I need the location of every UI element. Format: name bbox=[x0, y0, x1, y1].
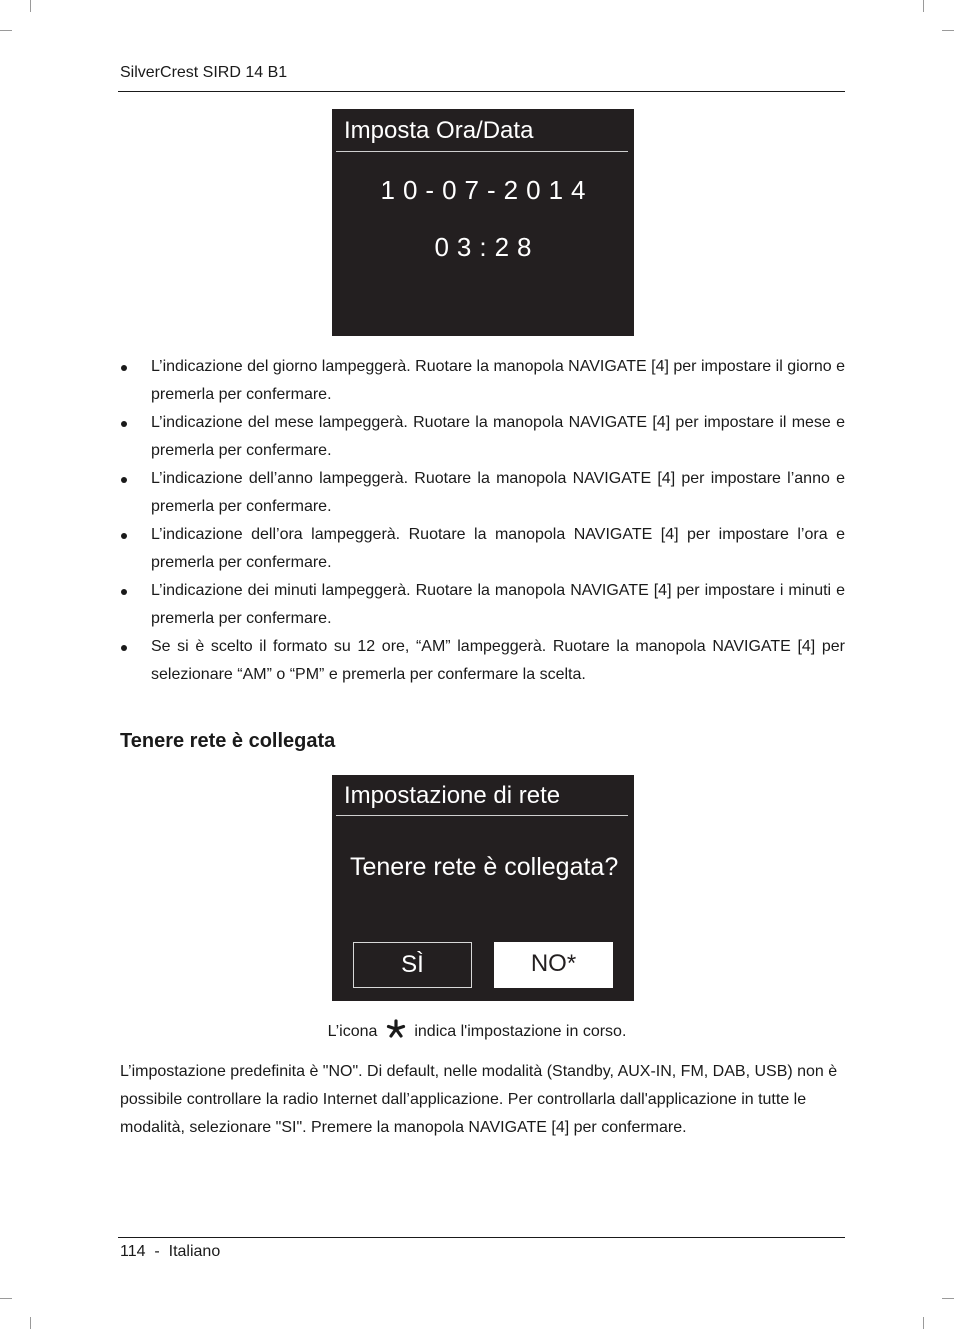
no-option[interactable]: NO* bbox=[494, 942, 613, 988]
list-item: L’indicazione dell’ora lampeggerà. Ruotare la manopola NAVIGATE [4] per impostare l’ora e premerla per confermare. bbox=[120, 521, 845, 577]
section-heading: Tenere rete è collegata bbox=[120, 730, 336, 752]
display-screen-time-date bbox=[332, 109, 634, 336]
time-readout: 03:28 bbox=[434, 232, 540, 262]
date-readout: 10-07-2014 bbox=[380, 175, 594, 205]
screen-title: Impostazione di rete bbox=[344, 782, 561, 809]
footer-rule bbox=[118, 1237, 845, 1238]
screen-title: Imposta Ora/Data bbox=[344, 117, 534, 144]
yes-option[interactable]: SÌ bbox=[353, 942, 472, 988]
bullet-icon bbox=[121, 365, 127, 371]
crop-mark bbox=[942, 30, 954, 31]
icon-caption: L’icona indica l'impostazione in corso. bbox=[0, 1019, 954, 1044]
instruction-list bbox=[120, 353, 845, 689]
list-item: L’indicazione dei minuti lampeggerà. Ruotare la manopola NAVIGATE [4] per impostare i minuti e premerla per confermare. bbox=[120, 577, 845, 633]
bullet-icon bbox=[121, 421, 127, 427]
bullet-icon bbox=[121, 589, 127, 595]
network-question: Tenere rete è collegata? bbox=[350, 853, 619, 881]
bullet-icon bbox=[121, 645, 127, 651]
asterisk-icon bbox=[386, 1019, 406, 1044]
screen-title-rule bbox=[336, 815, 628, 816]
crop-mark bbox=[923, 1317, 924, 1329]
header-rule bbox=[118, 91, 845, 92]
list-item: Se si è scelto il formato su 12 ore, “AM” lampeggerà. Ruotare la manopola NAVIGATE [4] per selezionare “AM” o “PM” e premerla per confermare la scelta. bbox=[120, 633, 845, 689]
bullet-icon bbox=[121, 477, 127, 483]
list-item: L’indicazione del giorno lampeggerà. Ruotare la manopola NAVIGATE [4] per impostare il giorno e premerla per confermare. bbox=[120, 353, 845, 409]
list-item: L’indicazione dell’anno lampeggerà. Ruotare la manopola NAVIGATE [4] per impostare l’anno e premerla per confermare. bbox=[120, 465, 845, 521]
crop-mark bbox=[0, 1298, 12, 1299]
crop-mark bbox=[923, 0, 924, 12]
display-screen-network bbox=[332, 775, 634, 1001]
screen-title-rule bbox=[336, 151, 628, 152]
crop-mark bbox=[30, 0, 31, 12]
crop-mark bbox=[30, 1317, 31, 1329]
document-header: SilverCrest SIRD 14 B1 bbox=[120, 64, 288, 81]
crop-mark bbox=[0, 30, 12, 31]
crop-mark bbox=[942, 1298, 954, 1299]
bullet-icon bbox=[121, 533, 127, 539]
body-paragraph: L’impostazione predefinita è "NO". Di default, nelle modalità (Standby, AUX-IN, FM, DAB, USB) non è possibile controllare la radio Internet dall’applicazione. Per controllarla dall'applicazione in tutte le modalità, selezionare "SI". Premere la manopola NAVIGATE [4] per confermare. bbox=[120, 1063, 838, 1136]
page-footer: 114 - Italiano bbox=[120, 1243, 221, 1260]
list-item: L’indicazione del mese lampeggerà. Ruotare la manopola NAVIGATE [4] per impostare il mese e premerla per confermare. bbox=[120, 409, 845, 465]
